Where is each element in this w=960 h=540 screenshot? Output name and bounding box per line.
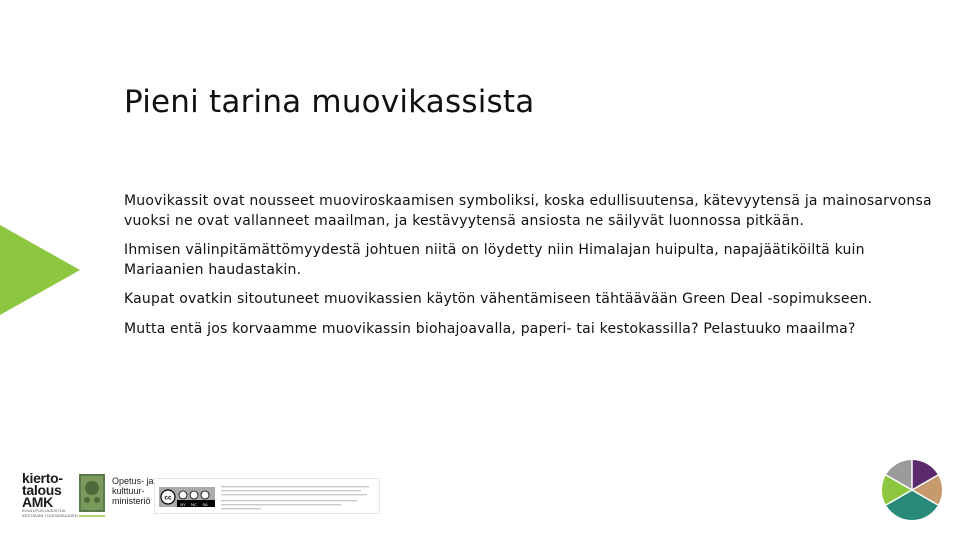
segmented-circle-icon [882,460,942,520]
logo-tagline: KESTÄVÄN TULEVAISUUDEN [22,513,78,518]
nc-label: NC [191,501,197,507]
ministry-seal-icon [78,472,108,518]
fine-print-lines [221,484,371,512]
creative-commons-icon [159,487,215,507]
logo-text: talous [22,482,62,498]
paragraph: Mutta entä jos korvaamme muovikassin biohajoavalla, paperi- tai kestokassilla? Pelastuuko maailma? [124,320,856,337]
license-fine-print [221,484,377,514]
paragraph: Muovikassit ovat nousseet muoviroskaamisen symboliksi, koska edullisuutensa, kätevyytensä ja mainosarvonsa vuoksi ne ovat vallanneet maailman, ja kestävyytensä ansiosta ne säilyvät luonnossa pitkään. [124,193,932,229]
logo-text: AMK [22,494,53,510]
logo-tagline: KOULUTUS UUDISTUU [22,508,66,513]
by-label: BY [180,501,186,507]
paragraph: Ihmisen välinpitämättömyydestä johtuen niitä on löydetty niin Himalajan huipulta, napajäätiköiltä kuin Mariaanien haudastakin. [124,242,865,278]
ministry-name: Opetus- ja kulttuur- ministeriö [112,476,154,506]
cc-label: cc [164,494,172,502]
sa-label: SA [202,501,208,507]
logo-text: kierto- [22,470,63,486]
slide-title: Pieni tarina muovikassista [124,84,535,120]
green-triangle-icon [0,225,80,315]
slide-body [124,192,942,349]
paragraph: Kaupat ovatkin sitoutuneet muovikassien käytön vähentämiseen tähtäävään Green Deal -sopimukseen. [124,291,873,307]
license-badge [154,478,380,514]
kiertotalous-amk-logo [22,472,76,522]
